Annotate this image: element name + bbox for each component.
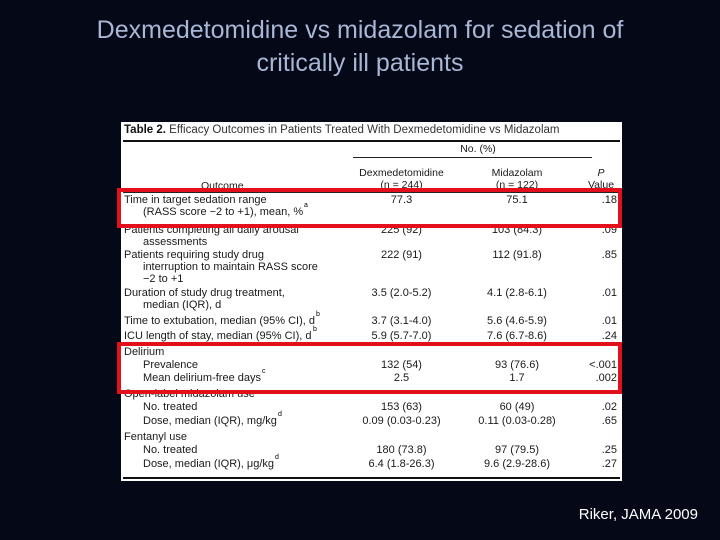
column-p: P (597, 167, 605, 179)
row-outcome-label: Dose, median (IQR), μg/kg (143, 458, 275, 470)
row-dex-value: 5.9 (5.7-7.0) (371, 330, 432, 342)
row-dex-value: 2.5 (393, 372, 410, 384)
row-p-value: .24 (601, 330, 617, 342)
row-outcome-label: −2 to +1 (143, 273, 184, 285)
row-outcome-label: (RASS score −2 to +1), mean, % (143, 206, 304, 218)
citation-credit: Riker, JAMA 2009 (578, 506, 698, 523)
footnote-marker: a (304, 202, 308, 209)
row-dex-value: 77.3 (390, 194, 413, 206)
column-midazolam-n: (n = 122) (495, 179, 539, 191)
row-outcome-label: Dose, median (IQR), mg/kg (143, 415, 277, 427)
row-outcome-label: interruption to maintain RASS score (143, 261, 318, 273)
column-p-value: Value (587, 179, 615, 191)
row-outcome-label: Prevalence (143, 359, 199, 371)
table-bottom-rule (123, 477, 620, 479)
slide-title (20, 14, 700, 80)
row-dex-value: 222 (91) (381, 249, 422, 261)
row-p-value: .09 (601, 224, 617, 236)
row-mid-value: 4.1 (2.8-6.1) (487, 287, 547, 299)
table-caption (124, 124, 559, 136)
row-outcome-label: Delirium (124, 346, 165, 358)
slide-title-line-1: Dexmedetomidine vs midazolam for sedation of (96, 16, 624, 44)
highlight-box-sedation (117, 188, 622, 228)
row-outcome-label: Time in target sedation range (124, 194, 267, 206)
group-header: No. (%) (460, 143, 496, 155)
table-caption-text: Efficacy Outcomes in Patients Treated With Dexmedetomidine vs Midazolam (169, 124, 560, 136)
row-outcome-label: Patients completing all daily arousal (124, 224, 299, 236)
footnote-marker: d (278, 411, 282, 418)
row-mid-value: 9.6 (2.9-28.6) (483, 458, 551, 470)
footnote-marker: b (313, 326, 317, 333)
row-dex-value: 180 (73.8) (376, 444, 427, 456)
row-p-value: .18 (601, 194, 617, 206)
table-top-rule (123, 140, 620, 142)
row-dex-value: 6.4 (1.8-26.3) (368, 458, 435, 470)
column-dexmedetomidine-n: (n = 244) (380, 179, 423, 191)
row-outcome-label: assessments (143, 236, 208, 248)
row-p-value: .25 (601, 444, 617, 456)
row-mid-value: 5.6 (4.6-5.9) (487, 315, 547, 327)
row-outcome-label: Time to extubation, median (95% CI), d (124, 315, 315, 327)
row-mid-value: 60 (49) (499, 401, 535, 413)
row-mid-value: 112 (91.8) (492, 249, 542, 261)
row-dex-value: 3.7 (3.1-4.0) (371, 315, 432, 327)
highlight-box-delirium (117, 342, 622, 394)
row-p-value: .01 (601, 315, 617, 327)
row-mid-value: 103 (84.3) (491, 224, 543, 236)
row-mid-value: 0.11 (0.03-0.28) (478, 415, 556, 427)
row-p-value: .01 (601, 287, 617, 299)
column-outcome: Outcome (201, 180, 244, 192)
row-outcome-label: Patients requiring study drug (124, 249, 265, 261)
footnote-marker: b (316, 311, 320, 318)
row-dex-value: 3.5 (2.0-5.2) (371, 287, 432, 299)
footnote-marker: c (262, 368, 266, 375)
row-p-value: .27 (601, 458, 617, 470)
row-outcome-label: median (IQR), d (143, 299, 222, 311)
row-dex-value: 132 (54) (381, 359, 422, 371)
row-p-value: .65 (601, 415, 617, 427)
group-header-rule (353, 157, 592, 158)
efficacy-outcomes-table (121, 122, 622, 481)
slide-title-line-2: critically ill patients (256, 49, 464, 77)
column-dexmedetomidine: Dexmedetomidine (359, 167, 444, 179)
row-p-value: .85 (601, 249, 617, 261)
row-p-value: <.001 (589, 359, 617, 371)
row-p-value: .002 (595, 372, 617, 384)
row-dex-value: 153 (63) (381, 401, 422, 413)
row-mid-value: 93 (76.6) (494, 359, 540, 371)
row-outcome-label: Fentanyl use (124, 431, 187, 443)
row-mid-value: 1.7 (509, 372, 525, 384)
row-mid-value: 75.1 (506, 194, 528, 206)
row-dex-value: 0.09 (0.03-0.23) (362, 415, 441, 427)
row-outcome-label: No. treated (143, 401, 198, 413)
row-outcome-label: ICU length of stay, median (95% CI), d (124, 330, 312, 342)
table-caption-label: Table 2. (124, 124, 166, 136)
row-p-value: .02 (601, 401, 617, 413)
row-mid-value: 7.6 (6.7-8.6) (487, 330, 547, 342)
row-dex-value: 225 (92) (381, 224, 422, 236)
row-mid-value: 97 (79.5) (494, 444, 540, 456)
row-outcome-label: Duration of study drug treatment, (124, 287, 285, 299)
footnote-marker: d (275, 454, 279, 461)
row-outcome-label: No. treated (143, 444, 198, 456)
row-outcome-label: Open-label midazolam use (124, 388, 255, 400)
column-midazolam: Midazolam (491, 167, 543, 179)
row-outcome-label: Mean delirium-free days (143, 372, 261, 384)
